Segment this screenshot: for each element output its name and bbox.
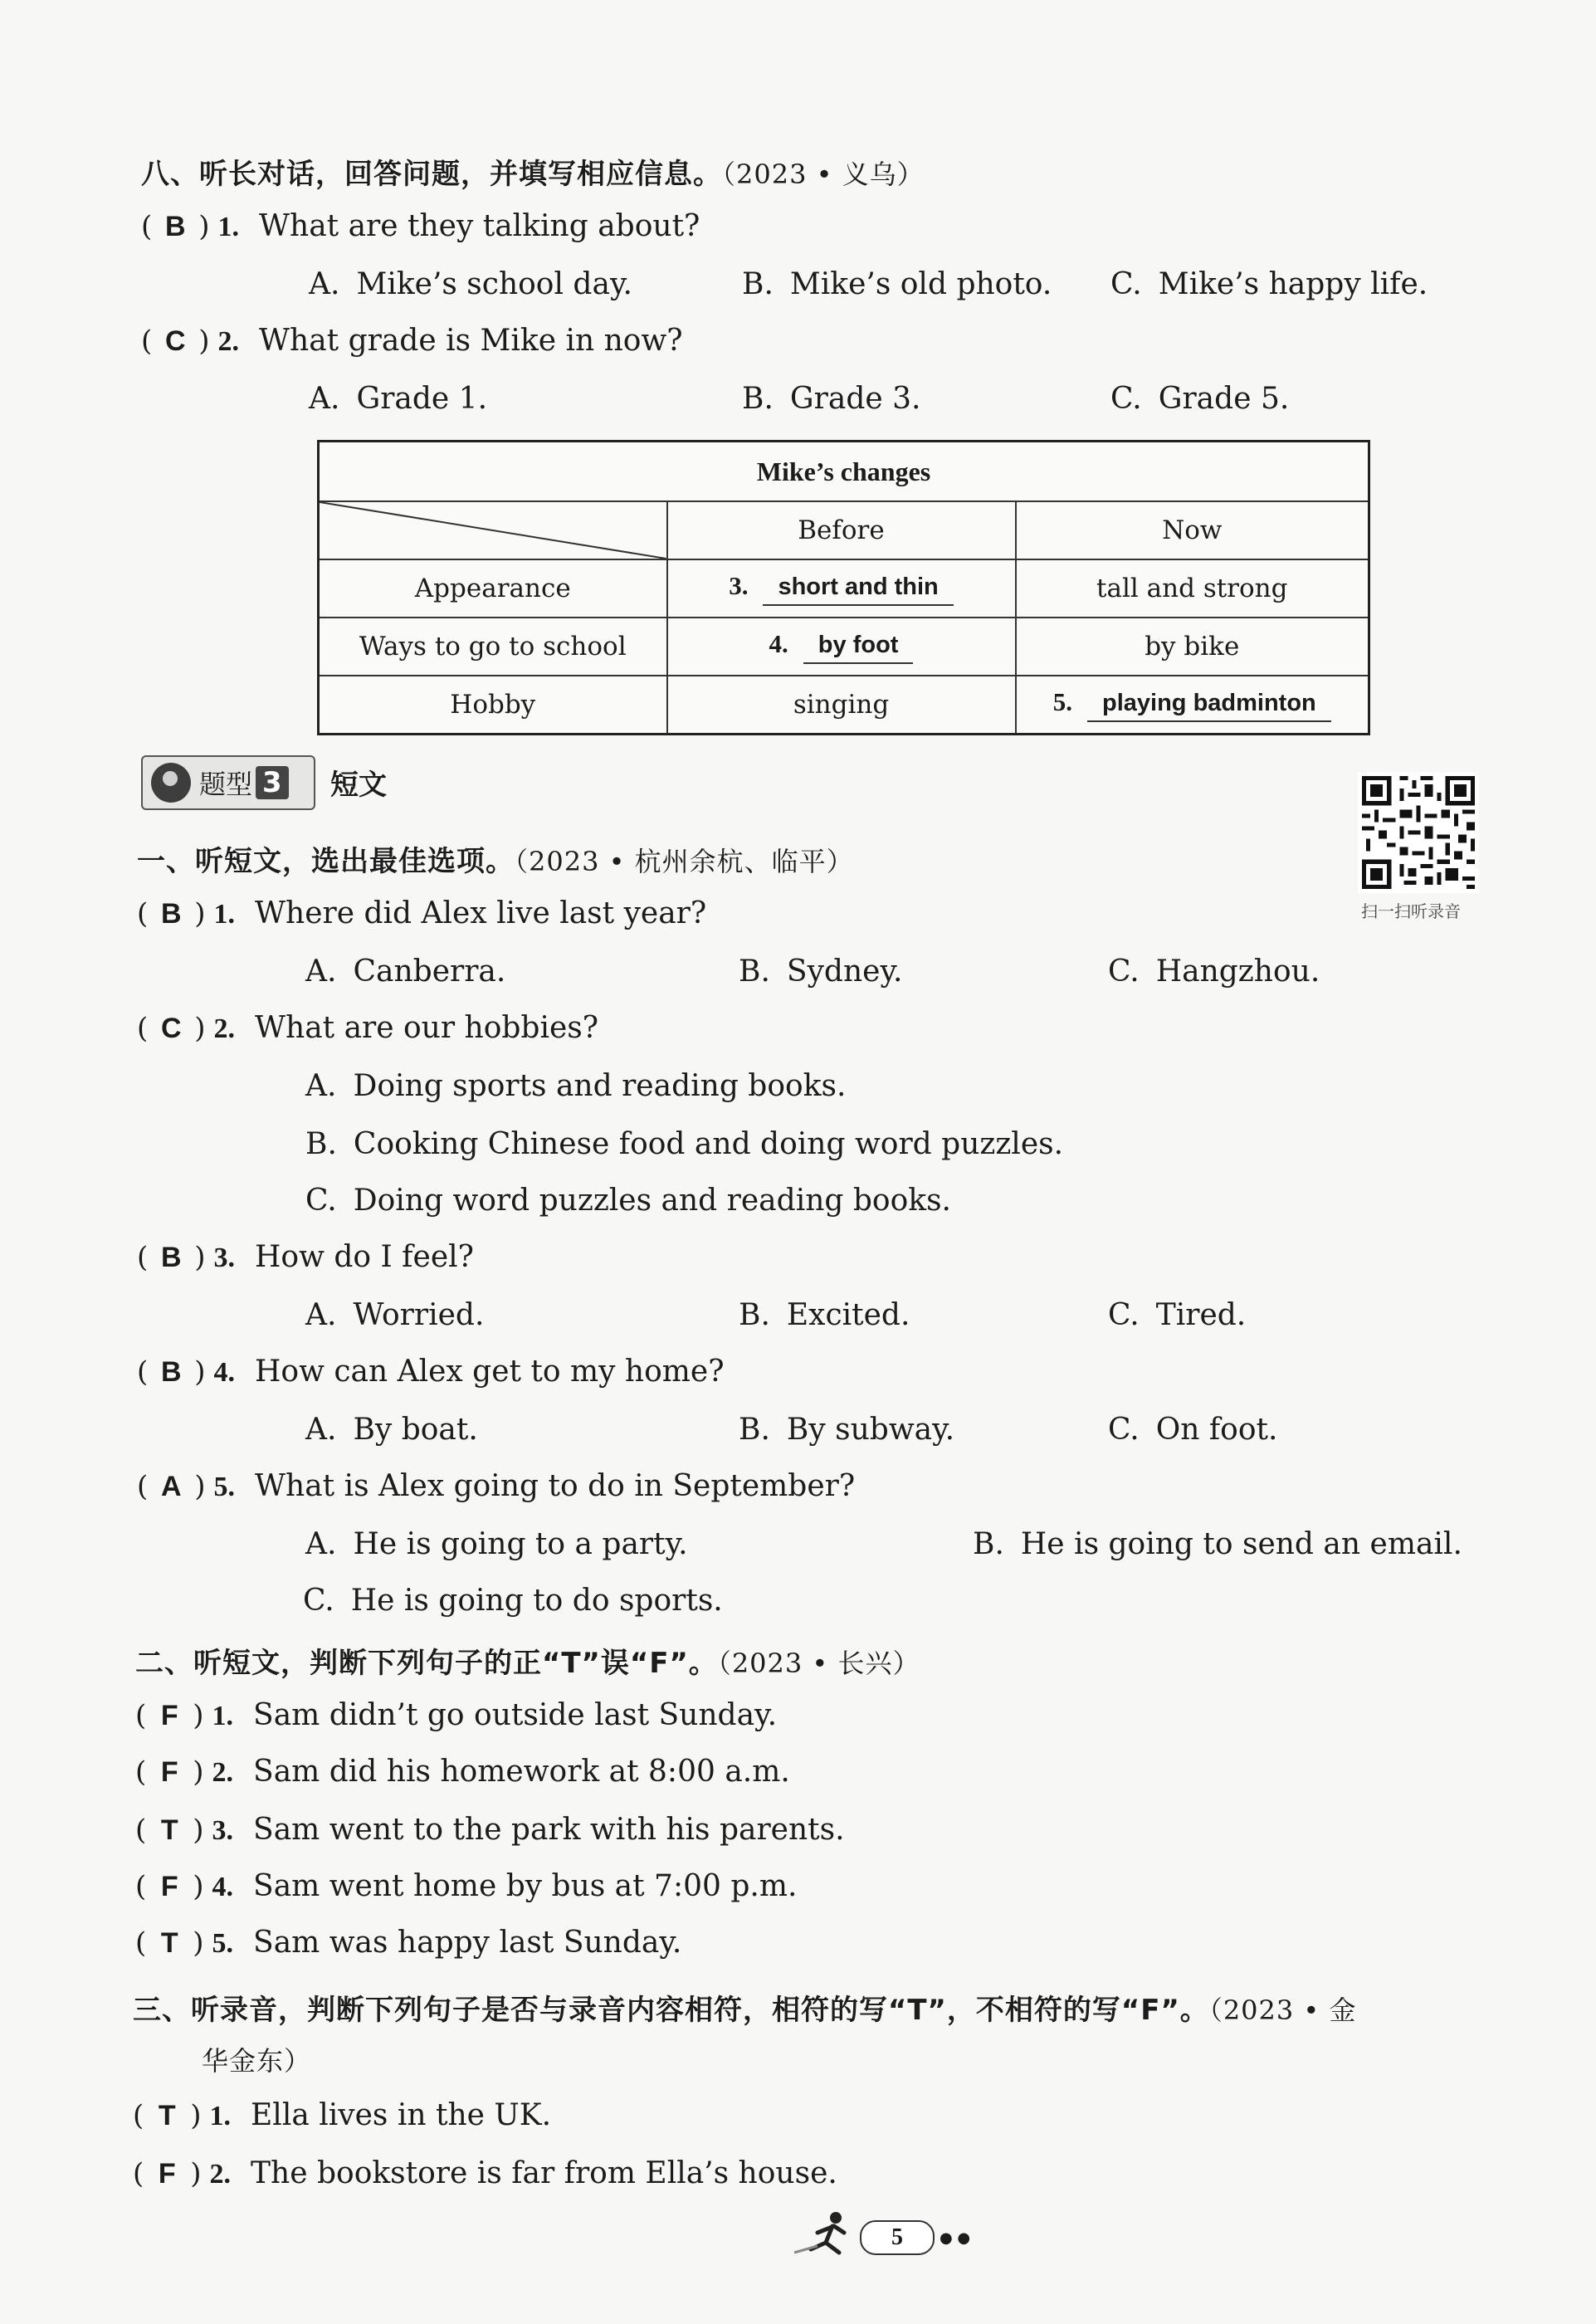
runner-logo-icon (793, 2208, 859, 2258)
answer-blank[interactable]: B (160, 898, 182, 930)
question-text: What grade is Mike in now? (259, 324, 683, 358)
option-c: C. He is going to do sports. (303, 1584, 723, 1618)
row-label: Hobby (319, 676, 667, 735)
s1-question-3: ( B ) 3. How do I feel? (137, 1240, 474, 1274)
option-b: B. Sydney. (739, 954, 903, 989)
section-3-heading (133, 1987, 1356, 2028)
answer-blank[interactable]: B (164, 211, 186, 242)
question-text: How do I feel? (255, 1240, 474, 1274)
answer-blank[interactable]: F (160, 1700, 178, 1731)
diagonal-line (320, 502, 666, 559)
section-2-heading (135, 1640, 920, 1681)
type-name: 短文 (330, 769, 387, 802)
statement-text: The bookstore is far from Ella’s house. (251, 2156, 837, 2190)
table-row (319, 676, 1369, 735)
answer-blank[interactable]: C (164, 325, 186, 357)
question-type-banner (141, 755, 315, 810)
mikes-changes-table (317, 440, 1370, 735)
question-text: What are they talking about? (259, 209, 700, 243)
section-2-title: 二、听短文，判断下列句子的正“T”误“F”。 (135, 1647, 718, 1680)
answer-blank[interactable]: T (158, 2100, 176, 2131)
option-c: C. On foot. (1108, 1413, 1278, 1447)
option-b: B. Cooking Chinese food and doing word puzzles. (305, 1127, 1064, 1161)
option-b: B. Excited. (739, 1298, 910, 1332)
s3-item-1: ( T ) 1. Ella lives in the UK. (133, 2098, 552, 2132)
row-label: Appearance (319, 559, 667, 618)
s8-question-1: ( B ) 1. What are they talking about? (141, 209, 700, 243)
option-b: B. Grade 3. (742, 382, 921, 416)
qr-code-icon[interactable] (1358, 772, 1479, 893)
s8-question-2: ( C ) 2. What grade is Mike in now? (141, 324, 683, 358)
option-b: B. By subway. (739, 1413, 955, 1447)
section-3-source: （2023 • 金 (1208, 1994, 1357, 2026)
s1-question-2: ( C ) 2. What are our hobbies? (137, 1011, 599, 1045)
s2-item-4: ( F ) 4. Sam went home by bus at 7:00 p.m. (135, 1869, 798, 1903)
section-8-heading (141, 151, 925, 192)
section-1-source: （2023 • 杭州余杭、临平） (515, 846, 854, 877)
s2-item-1: ( F ) 1. Sam didn’t go outside last Sunday. (135, 1698, 778, 1732)
mascot-icon (151, 763, 191, 803)
fill-cell: 5. playing badminton (1016, 676, 1369, 735)
option-a: A. Doing sports and reading books. (305, 1069, 847, 1103)
table-row (319, 618, 1369, 676)
answer-blank[interactable]: F (158, 2158, 176, 2190)
option-c: C. Doing word puzzles and reading books. (305, 1184, 951, 1218)
answer-blank[interactable]: B (160, 1242, 182, 1273)
option-c: C. Grade 5. (1110, 382, 1290, 416)
option-c: C. Tired. (1108, 1298, 1247, 1332)
question-text: What is Alex going to do in September? (255, 1469, 856, 1503)
section-1-heading (137, 838, 854, 879)
answer-blank[interactable]: T (160, 1814, 178, 1846)
fill-blank[interactable]: short and thin (763, 574, 953, 606)
option-b: B. Mike’s old photo. (742, 267, 1052, 301)
fill-cell: 4. by foot (667, 618, 1016, 676)
s2-item-2: ( F ) 2. Sam did his homework at 8:00 a.m. (135, 1755, 790, 1789)
table-row (319, 559, 1369, 618)
table-cell: singing (667, 676, 1016, 735)
option-a: A. Grade 1. (309, 382, 488, 416)
footer-dots: ● ● (940, 2229, 971, 2247)
section-8-title: 八、听长对话，回答问题，并填写相应信息。 (141, 158, 722, 191)
fill-blank[interactable]: playing badminton (1087, 690, 1331, 722)
answer-blank[interactable]: C (160, 1013, 182, 1044)
option-a: A. By boat. (305, 1413, 478, 1447)
option-b: B. He is going to send an email. (973, 1527, 1462, 1561)
type-number: 3 (256, 766, 289, 799)
statement-text: Sam was happy last Sunday. (253, 1926, 682, 1960)
table-corner-cell (319, 501, 667, 559)
option-a: A. Canberra. (305, 954, 506, 989)
page-number: 5 (860, 2220, 935, 2255)
s3-item-2: ( F ) 2. The bookstore is far from Ella’s house. (133, 2156, 837, 2190)
option-a: A. He is going to a party. (305, 1527, 688, 1561)
section-8-source: （2023 • 义乌） (722, 159, 925, 190)
option-a: A. Mike’s school day. (309, 267, 632, 301)
statement-text: Sam did his homework at 8:00 a.m. (253, 1755, 790, 1789)
type-label: 题型 (199, 769, 253, 800)
option-c: C. Hangzhou. (1108, 954, 1320, 989)
option-c: C. Mike’s happy life. (1110, 267, 1428, 301)
section-1-title: 一、听短文，选出最佳选项。 (137, 845, 515, 878)
answer-blank[interactable]: B (160, 1356, 182, 1388)
answer-blank[interactable]: F (160, 1871, 178, 1902)
table-cell: tall and strong (1016, 559, 1369, 618)
qr-caption: 扫一扫听录音 (1361, 901, 1461, 921)
option-a: A. Worried. (305, 1298, 485, 1332)
answer-blank[interactable]: A (160, 1471, 182, 1502)
question-text: What are our hobbies? (255, 1011, 599, 1045)
question-text: How can Alex get to my home? (255, 1355, 725, 1389)
section-3-heading-cont: 华金东） (202, 2045, 312, 2077)
s1-question-4: ( B ) 4. How can Alex get to my home? (137, 1355, 725, 1389)
column-header-before: Before (667, 501, 1016, 559)
s2-item-5: ( T ) 5. Sam was happy last Sunday. (135, 1926, 682, 1960)
table-title: Mike’s changes (319, 442, 1369, 502)
row-label: Ways to go to school (319, 618, 667, 676)
answer-blank[interactable]: T (160, 1927, 178, 1959)
section-2-source: （2023 • 长兴） (717, 1648, 920, 1679)
answer-blank[interactable]: F (160, 1756, 178, 1788)
table-cell: by bike (1016, 618, 1369, 676)
s1-question-5: ( A ) 5. What is Alex going to do in September? (137, 1469, 856, 1503)
statement-text: Sam went to the park with his parents. (253, 1813, 845, 1847)
section-3-title: 三、听录音，判断下列句子是否与录音内容相符，相符的写“T”，不相符的写“F”。 (133, 1994, 1209, 2027)
question-text: Where did Alex live last year? (255, 896, 707, 930)
statement-text: Ella lives in the UK. (251, 2098, 552, 2132)
s2-item-3: ( T ) 3. Sam went to the park with his parents. (135, 1813, 845, 1847)
column-header-now: Now (1016, 501, 1369, 559)
statement-text: Sam went home by bus at 7:00 p.m. (253, 1869, 798, 1903)
fill-cell: 3. short and thin (667, 559, 1016, 618)
s1-question-1: ( B ) 1. Where did Alex live last year? (137, 896, 707, 930)
fill-blank[interactable]: by foot (803, 632, 914, 664)
statement-text: Sam didn’t go outside last Sunday. (253, 1698, 778, 1732)
